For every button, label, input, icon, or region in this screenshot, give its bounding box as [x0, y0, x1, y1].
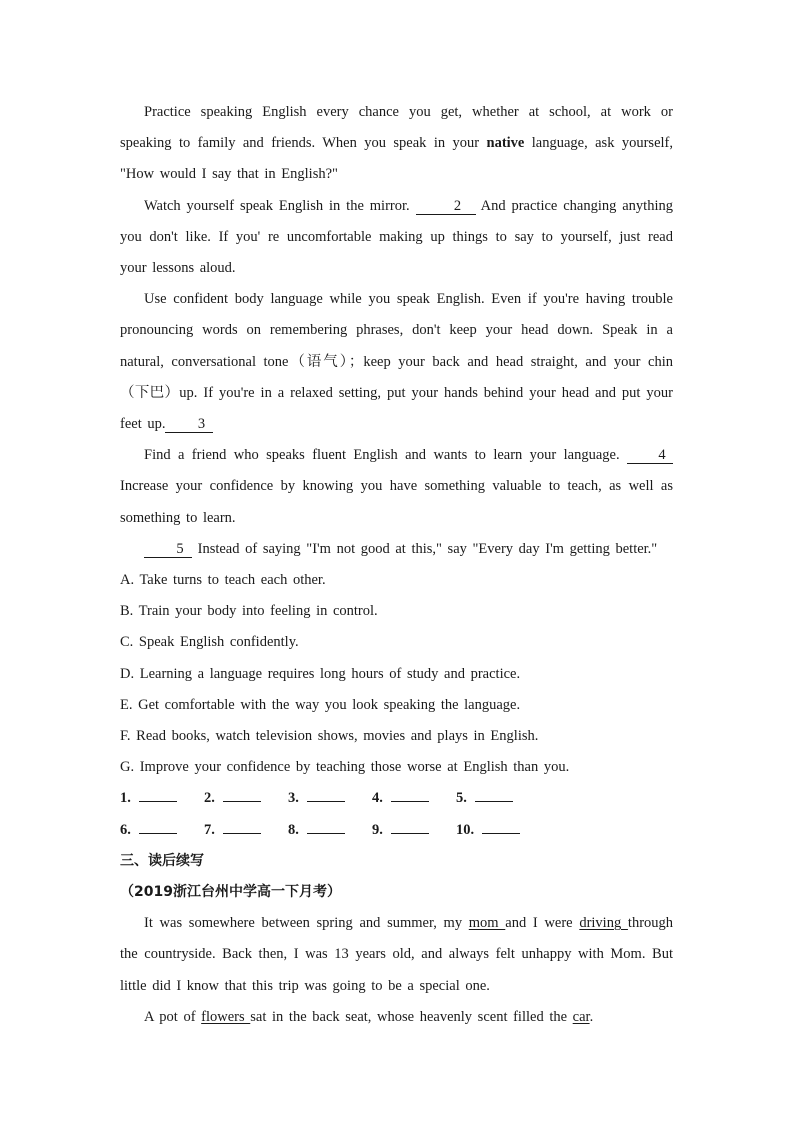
answer-slot[interactable] [456, 783, 540, 814]
answer-row [120, 783, 673, 814]
answer-slot[interactable] [120, 815, 204, 846]
text: It was somewhere between spring and summer, my [144, 915, 469, 932]
answer-slot[interactable] [120, 783, 204, 814]
answer-number: 5. [456, 790, 467, 807]
answer-number: 8. [288, 821, 299, 838]
answer-slot[interactable] [288, 783, 372, 814]
story-paragraph-1 [120, 908, 673, 1002]
answer-number: 6. [120, 821, 131, 838]
answer-line [223, 820, 261, 834]
answer-slot[interactable] [372, 815, 456, 846]
underlined-word: mom [468, 915, 506, 932]
text: Practice speaking English every chance you get, whether at school, at work or speaking to family and friends. When you speak in your [120, 104, 673, 152]
text: Find a friend who speaks fluent English and wants to learn your language. [144, 447, 627, 464]
answer-line [307, 788, 345, 802]
blank-2: 2 [416, 198, 476, 215]
options-list [120, 565, 673, 783]
text: . [589, 1008, 594, 1025]
answer-number: 9. [372, 821, 383, 838]
text: through the countryside. Back then, I was 13 years old, and always felt unhappy with Mom. But little did I know that this trip was going to be a special one. [120, 915, 674, 994]
answer-number: 7. [204, 821, 215, 838]
document-page [120, 97, 673, 1033]
blank-3: 3 [165, 416, 213, 433]
text: Use confident body language while you speak English. Even if you're having trouble pronouncing words on remembering phrases, don't keep your head down. Speak in a natural, conversational tone（语气）；keep your back and head straight, and your chin （下巴）up. If you're in a relaxed setting, put your hands behind your head and put your feet up. [120, 291, 673, 433]
paragraph-instead [120, 534, 673, 565]
answer-slot[interactable] [204, 815, 288, 846]
option-e: E. Get comfortable with the way you look speaking the language. [120, 696, 521, 713]
story-paragraph-2 [120, 1002, 673, 1033]
answer-slot[interactable] [372, 783, 456, 814]
text: A pot of [144, 1008, 202, 1025]
answer-number: 3. [288, 790, 299, 807]
answer-line [139, 820, 177, 834]
answer-slot[interactable] [456, 815, 540, 846]
answer-line [391, 820, 429, 834]
underlined-word: car [572, 1008, 590, 1025]
bold-word: native [486, 135, 525, 152]
section-source: （2019浙江台州中学高一下月考） [120, 884, 341, 901]
answer-number: 1. [120, 790, 131, 807]
option-g: G. Improve your confidence by teaching those worse at English than you. [120, 759, 570, 776]
text: Watch yourself speak English in the mirror. [144, 197, 416, 214]
answer-row [120, 815, 673, 846]
underlined-word: driving [579, 915, 628, 932]
option-d: D. Learning a language requires long hours of study and practice. [120, 665, 521, 682]
section-heading: 三、读后续写 [120, 852, 204, 869]
paragraph-mirror [120, 191, 673, 285]
paragraph-body-language [120, 284, 673, 440]
text: sat in the back seat, whose heavenly scent filled the [250, 1008, 573, 1025]
answer-line [139, 788, 177, 802]
paragraph-friend [120, 440, 673, 534]
blank-5: 5 [144, 541, 192, 558]
option-f: F. Read books, watch television shows, movies and plays in English. [120, 728, 539, 745]
paragraph-practice [120, 97, 673, 191]
answer-grid [120, 783, 673, 845]
answer-line [223, 788, 261, 802]
answer-line [307, 820, 345, 834]
option-b: B. Train your body into feeling in control. [120, 603, 378, 620]
answer-line [391, 788, 429, 802]
option-c: C. Speak English confidently. [120, 634, 299, 651]
answer-slot[interactable] [288, 815, 372, 846]
text: Increase your confidence by knowing you have something valuable to teach, as well as something to learn. [120, 478, 673, 526]
text: And practice changing anything you don't like. If you' re uncomfortable making up things to say to yourself, just read your lessons aloud. [120, 197, 673, 277]
answer-line [482, 820, 520, 834]
answer-number: 2. [204, 790, 215, 807]
answer-number: 4. [372, 790, 383, 807]
answer-slot[interactable] [204, 783, 288, 814]
text: language, ask yourself, "How would I say that in English?" [120, 135, 673, 183]
answer-number: 10. [456, 821, 475, 838]
option-a: A. Take turns to teach each other. [120, 572, 326, 589]
underlined-word: flowers [201, 1008, 251, 1025]
text: and I were [505, 915, 580, 932]
blank-4: 4 [627, 447, 673, 464]
text: Instead of saying "I'm not good at this," say "Every day I'm getting better." [192, 540, 658, 557]
answer-line [475, 788, 513, 802]
